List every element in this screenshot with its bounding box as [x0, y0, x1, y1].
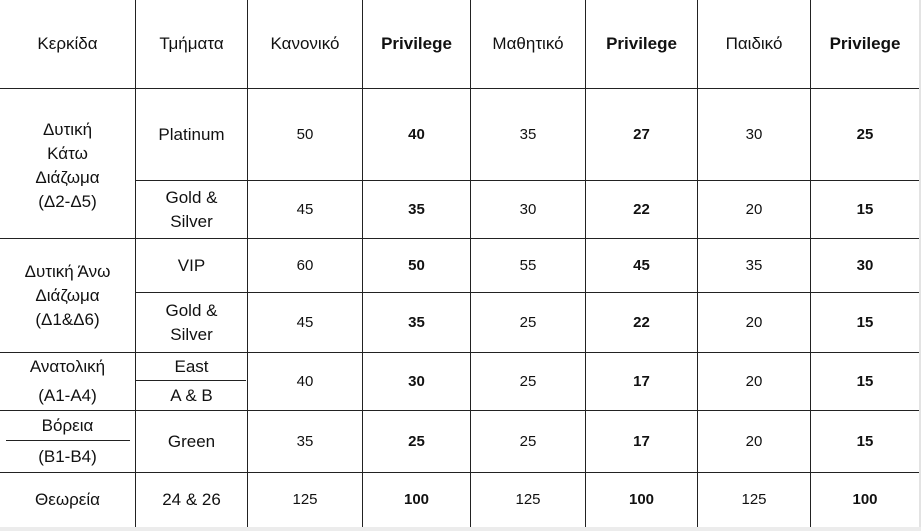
header-privilege: Privilege	[606, 34, 677, 53]
price-cell: 27	[633, 125, 650, 143]
stand-east-name: Ανατολική	[29, 357, 106, 376]
price-cell: 25	[519, 372, 537, 390]
price-cell: 15	[856, 313, 874, 331]
price-cell: 45	[296, 313, 314, 331]
header-kanoniko: Κανονικό	[270, 34, 340, 53]
price-cell: 20	[745, 432, 763, 450]
section-east: East	[174, 356, 209, 376]
bottom-edge	[0, 527, 921, 531]
section-gold-silver: Gold & Silver	[165, 300, 218, 344]
price-cell: 55	[519, 256, 537, 274]
header-privilege: Privilege	[381, 34, 452, 53]
price-cell: 30	[745, 125, 763, 143]
stand-west-upper: Δυτική Άνω Διάζωμα (Δ1&Δ6)	[24, 261, 111, 329]
price-cell: 15	[856, 372, 874, 390]
price-cell: 30	[856, 256, 874, 274]
price-cell: 17	[633, 372, 650, 390]
price-cell: 35	[296, 432, 314, 450]
price-cell: 125	[741, 491, 767, 508]
stand-east-code: (Α1-Α4)	[38, 385, 97, 405]
section-green: Green	[167, 431, 216, 451]
price-cell: 50	[408, 256, 425, 274]
price-cell: 35	[408, 313, 425, 331]
price-cell: 20	[745, 200, 763, 218]
stand-north-name: Βόρεια	[41, 415, 94, 435]
price-cell: 25	[519, 432, 537, 450]
price-cell: 17	[633, 432, 650, 450]
price-cell: 22	[633, 200, 650, 218]
header-mathitiko: Μαθητικό	[492, 34, 564, 53]
section-ab: A & B	[170, 385, 213, 405]
price-cell: 35	[408, 200, 425, 218]
header-paidiko: Παιδικό	[725, 34, 783, 53]
price-cell: 25	[408, 432, 425, 450]
price-cell: 125	[292, 491, 318, 508]
price-cell: 45	[633, 256, 650, 274]
section-gallery: 24 & 26	[162, 490, 221, 509]
price-cell: 20	[745, 372, 763, 390]
header-privilege: Privilege	[829, 34, 901, 53]
price-cell: 25	[856, 125, 874, 143]
header-tmimata: Τμήματα	[159, 34, 224, 53]
price-cell: 100	[628, 491, 655, 508]
price-cell: 30	[408, 372, 425, 390]
price-cell: 40	[296, 372, 314, 390]
header-kerkida: Κερκίδα	[37, 34, 98, 53]
price-cell: 40	[408, 125, 425, 143]
price-cell: 20	[745, 313, 763, 331]
section-vip: VIP	[177, 255, 206, 275]
price-cell: 100	[403, 491, 430, 508]
stand-north-code: (Β1-Β4)	[38, 446, 97, 466]
stand-west-lower: Δυτική Κάτω Διάζωμα (Δ2-Δ5)	[35, 119, 100, 211]
stand-gallery: Θεωρεία	[35, 490, 100, 509]
price-cell: 35	[745, 256, 763, 274]
price-cell: 15	[856, 432, 874, 450]
price-cell: 22	[633, 313, 650, 331]
section-gold-silver: Gold & Silver	[165, 187, 218, 231]
price-cell: 60	[296, 256, 314, 274]
price-cell: 25	[519, 313, 537, 331]
price-cell: 125	[515, 491, 541, 508]
price-cell: 15	[856, 200, 874, 218]
price-cell: 30	[519, 200, 537, 218]
price-cell: 35	[519, 125, 537, 143]
price-cell: 45	[296, 200, 314, 218]
price-cell: 50	[296, 125, 314, 143]
price-cell: 100	[852, 491, 878, 508]
section-platinum: Platinum	[158, 124, 225, 144]
